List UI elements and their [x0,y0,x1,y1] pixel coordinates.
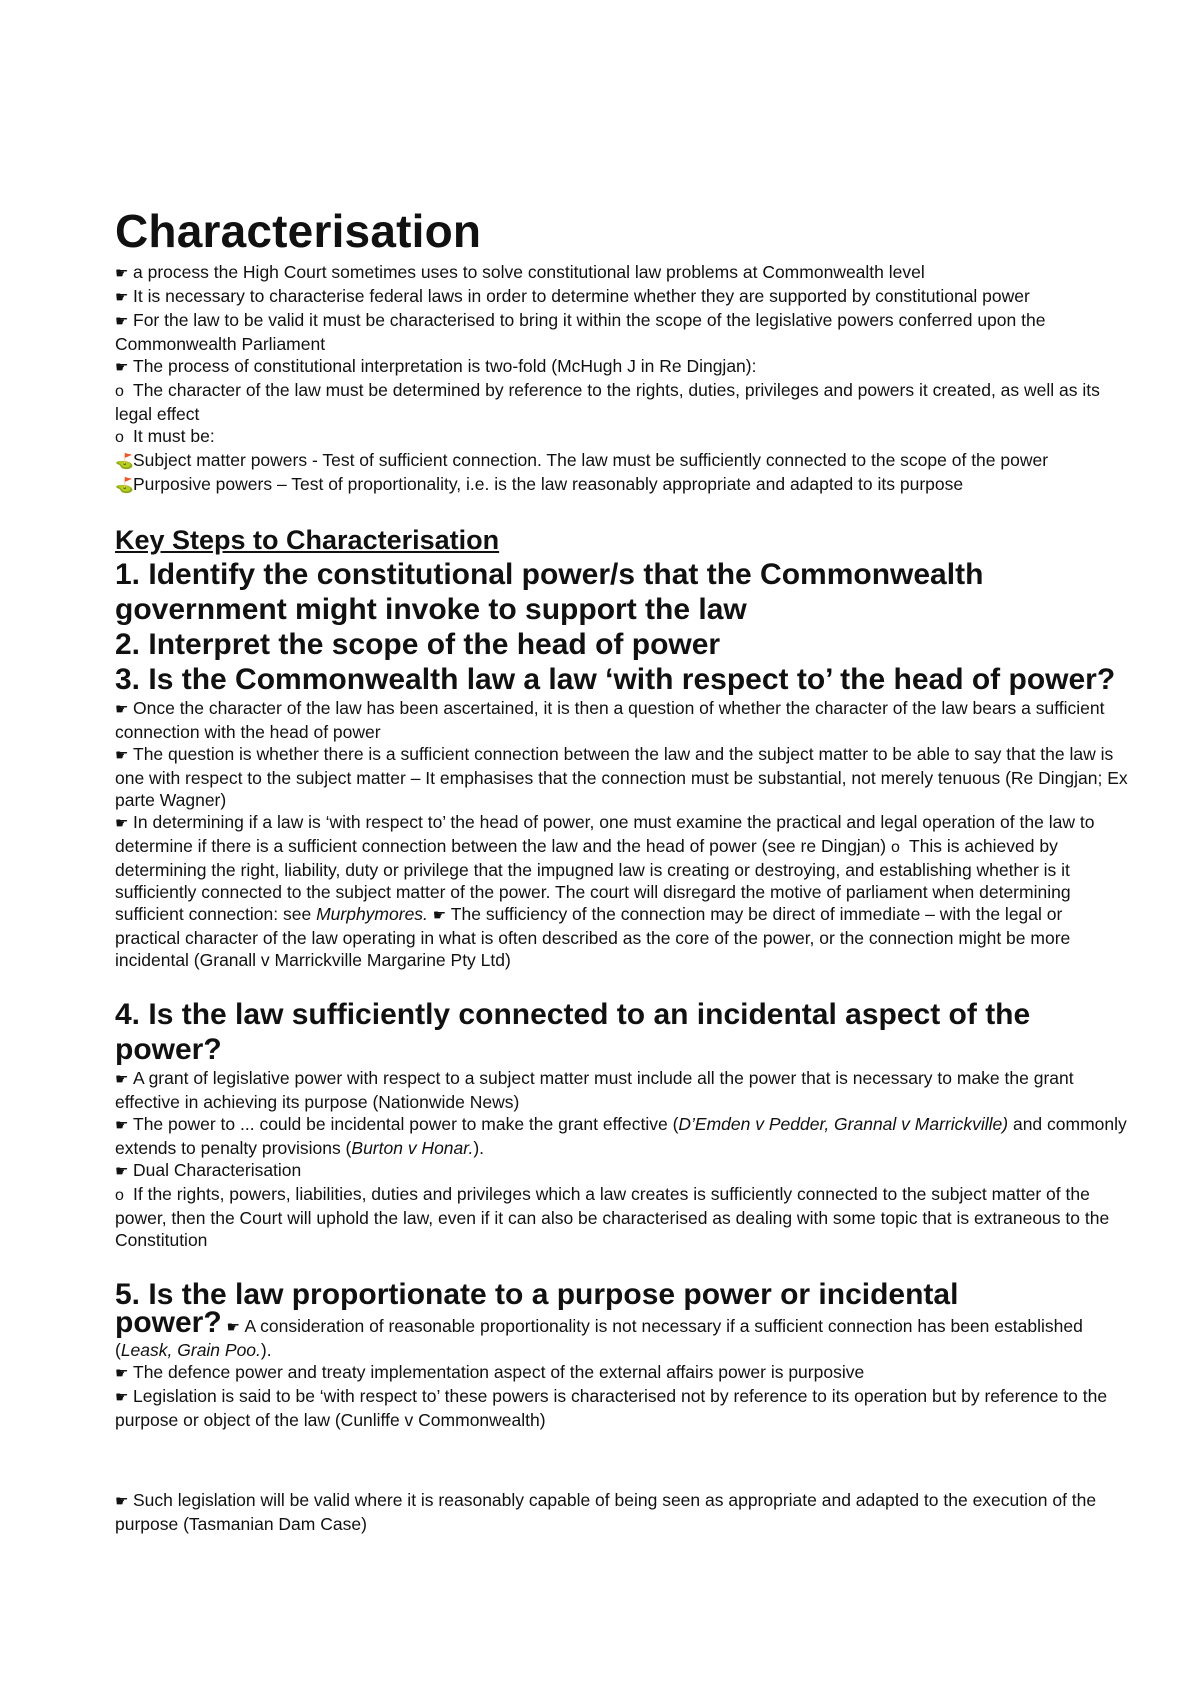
bullet: ☛ The process of constitutional interpretation is two-fold (McHugh J in Re Dingjan): [115,355,1130,379]
pointing-hand-icon: ☛ [115,815,129,832]
step-heading-continued: power? [115,1306,222,1339]
step-heading: 2. Interpret the scope of the head of power [115,628,721,661]
circle-bullet-icon: o [115,429,124,446]
bullet: ☛ Legislation is said to be ‘with respect to’ these powers is characterised not by reference to its operation but by reference to the purpose or object of the law (Cunliffe v Commonwealth) [115,1386,1108,1430]
bullet: ☛ The defence power and treaty implementation aspect of the external affairs power is purposive [115,1361,1130,1385]
bullet: ☛ In determining if a law is ‘with respect to’ the head of power, one must examine the practical and legal operation of the law to determine if there is a sufficient connection between the law and the head of power (see re Dingjan) o This is achieved by determining the right, liability, duty or privilege that the impugned law is creating or destroying, and establishing whether is it sufficiently connected to the subject matter of the power. The court will disregard the motive of parliament when determining sufficient connection: see Murphymores. ☛ The sufficiency of the connection may be direct of immediate – with the legal or practical character of the law operating in what is often described as the core of the power, or the connection might be more incidental (Granall v Marrickville Margarine Pty Ltd) [115,812,1095,970]
pointing-hand-icon: ☛ [115,289,129,306]
flag-bullet-icon: ⛳ [115,453,134,470]
pointing-hand-icon: ☛ [432,907,447,924]
bullet: power? ☛ A consideration of reasonable proportionality is not necessary if a sufficient connection has been established (Leask, Grain Poo.). [115,1306,1083,1360]
sub-bullet: o The character of the law must be determined by reference to the rights, duties, privileges and powers it created, as well as its legal effect [115,380,1100,424]
pointing-hand-icon: ☛ [115,747,129,764]
flag-bullet-icon: ⛳ [115,477,134,494]
section-heading: Key Steps to Characterisation [115,525,500,555]
tertiary-bullet: ⛳Purposive powers – Test of proportionality, i.e. is the law reasonably appropriate and adapted to its purpose [115,473,1130,497]
bullet: ☛ For the law to be valid it must be characterised to bring it within the scope of the legislative powers conferred upon the Commonwealth Parliament [115,310,1046,354]
pointing-hand-icon: ☛ [115,265,129,282]
circle-bullet-icon: o [115,383,124,400]
document-body [115,205,1130,1535]
pointing-hand-icon: ☛ [115,1365,129,1382]
pointing-hand-icon: ☛ [115,1117,129,1134]
step-heading: 5. Is the law proportionate to a purpose power or incidental [115,1278,959,1311]
step-heading: 3. Is the Commonwealth law a law ‘with respect to’ the head of power? [115,663,1116,696]
bullet: ☛ Such legislation will be valid where it is reasonably capable of being seen as appropriate and adapted to the execution of the purpose (Tasmanian Dam Case) [115,1490,1097,1534]
circle-bullet-icon: o [891,839,900,856]
pointing-hand-icon: ☛ [115,1163,129,1180]
page-title: Characterisation [115,205,482,257]
pointing-hand-icon: ☛ [115,313,129,330]
tertiary-bullet: ⛳Subject matter powers - Test of sufficient connection. The law must be sufficiently connected to the scope of the power [115,449,1130,473]
spacer [115,1431,1130,1489]
step-heading: 4. Is the law sufficiently connected to an incidental aspect of the power? [115,998,1031,1066]
pointing-hand-icon: ☛ [115,1493,129,1510]
bullet: ☛ The question is whether there is a sufficient connection between the law and the subject matter to be able to say that the law is one with respect to the subject matter – It emphasises that the connection must be substantial, not merely tenuous (Re Dingjan; Ex parte Wagner) [115,744,1128,810]
bullet: ☛ A grant of legislative power with respect to a subject matter must include all the power that is necessary to make the grant effective in achieving its purpose (Nationwide News) [115,1068,1074,1112]
step-heading: 1. Identify the constitutional power/s that the Commonwealth government might invoke to support the law [115,558,984,626]
bullet: ☛ a process the High Court sometimes uses to solve constitutional law problems at Commonwealth level [115,261,1130,285]
bullet: ☛ It is necessary to characterise federal laws in order to determine whether they are supported by constitutional power [115,285,1130,309]
pointing-hand-icon: ☛ [115,1071,129,1088]
circle-bullet-icon: o [115,1187,124,1204]
sub-bullet: o It must be: [115,425,1130,449]
pointing-hand-icon: ☛ [115,1389,129,1406]
pointing-hand-icon: ☛ [115,701,129,718]
sub-bullet: o If the rights, powers, liabilities, duties and privileges which a law creates is sufficiently connected to the subject matter of the power, then the Court will uphold the law, even if it can also be characterised as dealing with some topic that is extraneous to the Constitution [115,1184,1110,1250]
bullet: ☛ Once the character of the law has been ascertained, it is then a question of whether the character of the law bears a sufficient connection with the head of power [115,698,1105,742]
bullet: ☛ Dual Characterisation [115,1159,1130,1183]
pointing-hand-icon: ☛ [226,1319,240,1336]
bullet: ☛ The power to ... could be incidental power to make the grant effective (D’Emden v Pedder, Grannal v Marrickville) and commonly extends to penalty provisions (Burton v Honar.). [115,1114,1127,1158]
pointing-hand-icon: ☛ [115,359,129,376]
